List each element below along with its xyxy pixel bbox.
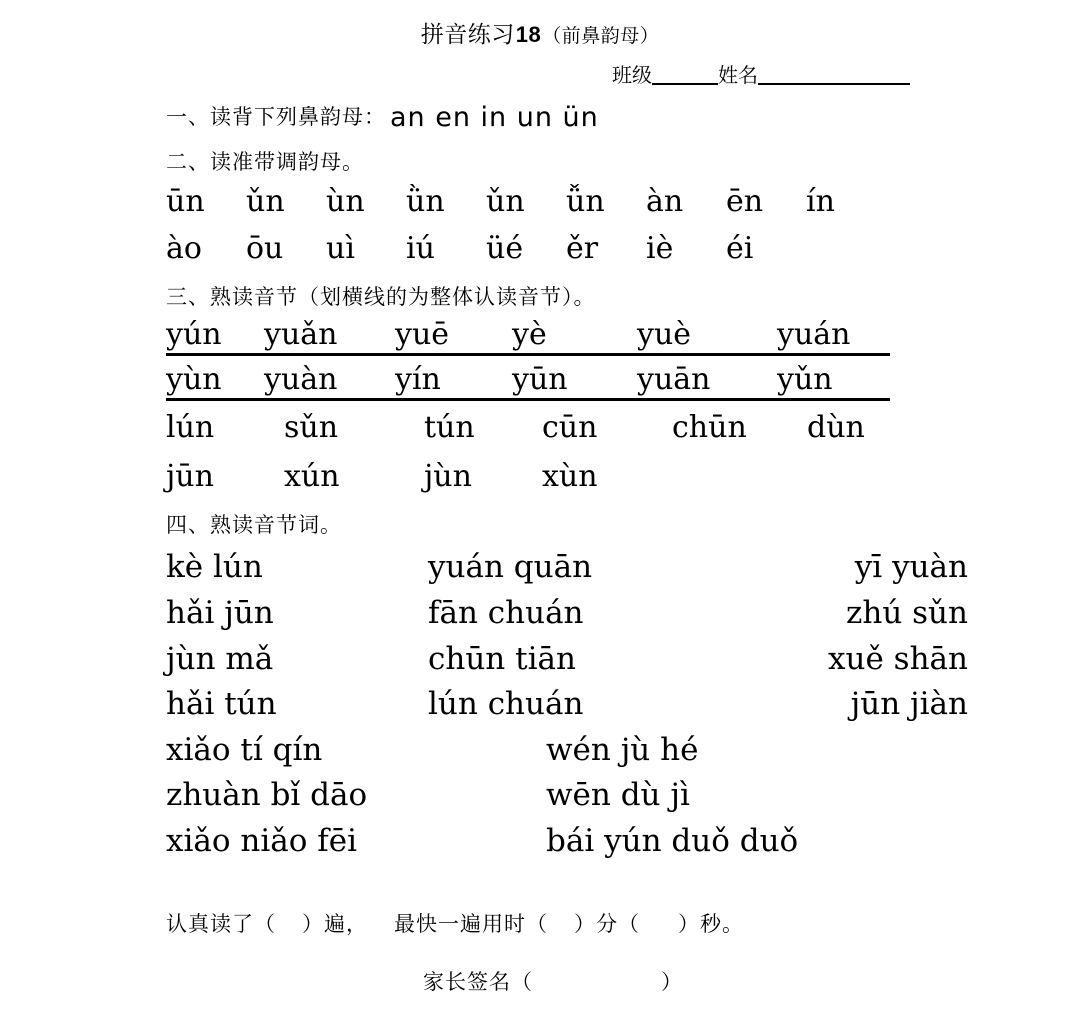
pinyin-cell: ǔn xyxy=(246,183,285,219)
pinyin-cell: iú xyxy=(406,230,435,266)
word-cell: yī yuàn xyxy=(854,549,968,586)
name-blank[interactable] xyxy=(758,83,910,85)
title-main-text: 拼音练习 xyxy=(420,22,515,47)
word-row xyxy=(166,728,1080,774)
pinyin-syllable: xún xyxy=(284,459,340,495)
section-3-plain-row-1 xyxy=(166,405,1080,450)
reading-record-line xyxy=(166,908,1080,938)
pinyin-syllable: sǔn xyxy=(284,410,339,446)
pinyin-syllable: dùn xyxy=(807,410,865,446)
pinyin-syllable: lún xyxy=(166,410,215,446)
pinyin-cell: ǚn xyxy=(566,183,605,219)
title-parenthetical: （前鼻韵母） xyxy=(542,26,660,47)
pinyin-cell: ūn xyxy=(166,183,205,219)
section-3-plain-row-2 xyxy=(166,454,1080,499)
section-2-row-2 xyxy=(166,226,1080,271)
pinyin-syllable: yè xyxy=(512,317,547,353)
word-cell: zhú sǔn xyxy=(846,595,968,632)
word-cell: wēn dù jì xyxy=(546,777,690,814)
section-1-finals: an en in un ün xyxy=(390,102,599,133)
pinyin-syllable: jùn xyxy=(424,459,472,495)
pinyin-syllable: yùn xyxy=(166,362,222,398)
pinyin-cell: ǔn xyxy=(486,183,525,219)
word-cell: jùn mǎ xyxy=(166,640,274,677)
pinyin-syllable: xùn xyxy=(542,459,598,495)
word-cell: lún chuán xyxy=(428,686,584,723)
word-cell: hǎi tún xyxy=(166,686,277,723)
pinyin-cell: ín xyxy=(806,183,835,219)
section-4-heading-text: 四、熟读音节词。 xyxy=(166,513,342,538)
pinyin-syllable: jūn xyxy=(166,459,214,495)
pinyin-cell: ěr xyxy=(566,230,599,266)
section-4-heading xyxy=(166,511,1080,539)
pinyin-syllable: yǔn xyxy=(777,362,833,398)
word-row xyxy=(166,682,1080,728)
class-label: 班级 xyxy=(612,65,652,87)
page-title xyxy=(0,0,1080,49)
pinyin-syllable: chūn xyxy=(672,410,747,446)
word-row xyxy=(166,819,1080,865)
word-row xyxy=(166,591,1080,637)
pinyin-syllable: yuē xyxy=(395,317,450,353)
word-cell: zhuàn bǐ dāo xyxy=(166,777,368,814)
section-2-row-1 xyxy=(166,179,1080,224)
word-cell: jūn jiàn xyxy=(850,686,968,723)
read-count-suffix: ）遍， xyxy=(302,912,368,937)
pinyin-syllable: yuǎn xyxy=(264,317,338,353)
pinyin-cell: ēn xyxy=(726,183,764,219)
worksheet-body xyxy=(0,100,1080,996)
word-cell: hǎi jūn xyxy=(166,595,274,632)
pinyin-syllable: yūn xyxy=(512,362,568,398)
word-row xyxy=(166,773,1080,819)
title-number: 18 xyxy=(515,22,542,47)
word-cell: kè lún xyxy=(166,549,263,586)
pinyin-syllable: cūn xyxy=(542,410,598,446)
pinyin-cell: ǜn xyxy=(406,183,445,219)
word-cell: chūn tiān xyxy=(428,640,576,677)
section-4-word-grid xyxy=(166,545,1080,864)
pinyin-syllable: yín xyxy=(395,362,441,398)
pinyin-syllable: yún xyxy=(166,317,222,353)
fastest-time-label: 最快一遍用时（ xyxy=(394,912,548,937)
section-1-heading-text: 一、读背下列鼻韵母： xyxy=(166,105,386,129)
section-3-underlined-row-2 xyxy=(166,362,890,401)
word-cell: bái yún duǒ duǒ xyxy=(546,822,799,859)
pinyin-cell: uì xyxy=(326,230,355,266)
word-cell: wén jù hé xyxy=(546,731,699,768)
pinyin-syllable: yuán xyxy=(777,317,851,353)
word-cell: yuán quān xyxy=(428,549,593,586)
section-3-heading xyxy=(166,283,1080,311)
word-cell: fān chuán xyxy=(428,595,584,632)
word-cell: xiǎo tí qín xyxy=(166,731,323,768)
name-label: 姓名 xyxy=(718,65,758,87)
student-id-row xyxy=(0,59,1080,88)
pinyin-cell: àn xyxy=(646,183,684,219)
read-count-prefix: 认真读了（ xyxy=(166,912,276,937)
section-2-heading xyxy=(166,148,1080,176)
pinyin-cell: üé xyxy=(486,230,524,266)
word-cell: xuě shān xyxy=(828,640,968,677)
section-2-heading-text: 二、读准带调韵母。 xyxy=(166,150,364,175)
pinyin-syllable: tún xyxy=(424,410,475,446)
pinyin-cell: iè xyxy=(646,230,674,266)
parent-signature-line xyxy=(166,966,1080,996)
word-row xyxy=(166,637,1080,683)
pinyin-cell: ùn xyxy=(326,183,365,219)
minutes-label: ）分（ xyxy=(574,912,640,937)
pinyin-syllable: yuān xyxy=(637,362,711,398)
pinyin-syllable: yuàn xyxy=(264,362,338,398)
section-1-heading xyxy=(166,100,1080,136)
class-blank[interactable] xyxy=(652,83,718,85)
signature-close-paren: ） xyxy=(661,970,683,995)
word-cell: xiǎo niǎo fēi xyxy=(166,822,358,859)
pinyin-cell: éi xyxy=(726,230,754,266)
section-3-underlined-row-1 xyxy=(166,317,890,356)
pinyin-cell: ōu xyxy=(246,230,284,266)
pinyin-syllable: yuè xyxy=(637,317,692,353)
seconds-label: ）秒。 xyxy=(678,912,744,937)
pinyin-cell: ào xyxy=(166,230,202,266)
section-3-heading-text: 三、熟读音节（划横线的为整体认读音节）。 xyxy=(166,284,596,309)
signature-label: 家长签名（ xyxy=(423,970,533,995)
word-row xyxy=(166,545,1080,591)
